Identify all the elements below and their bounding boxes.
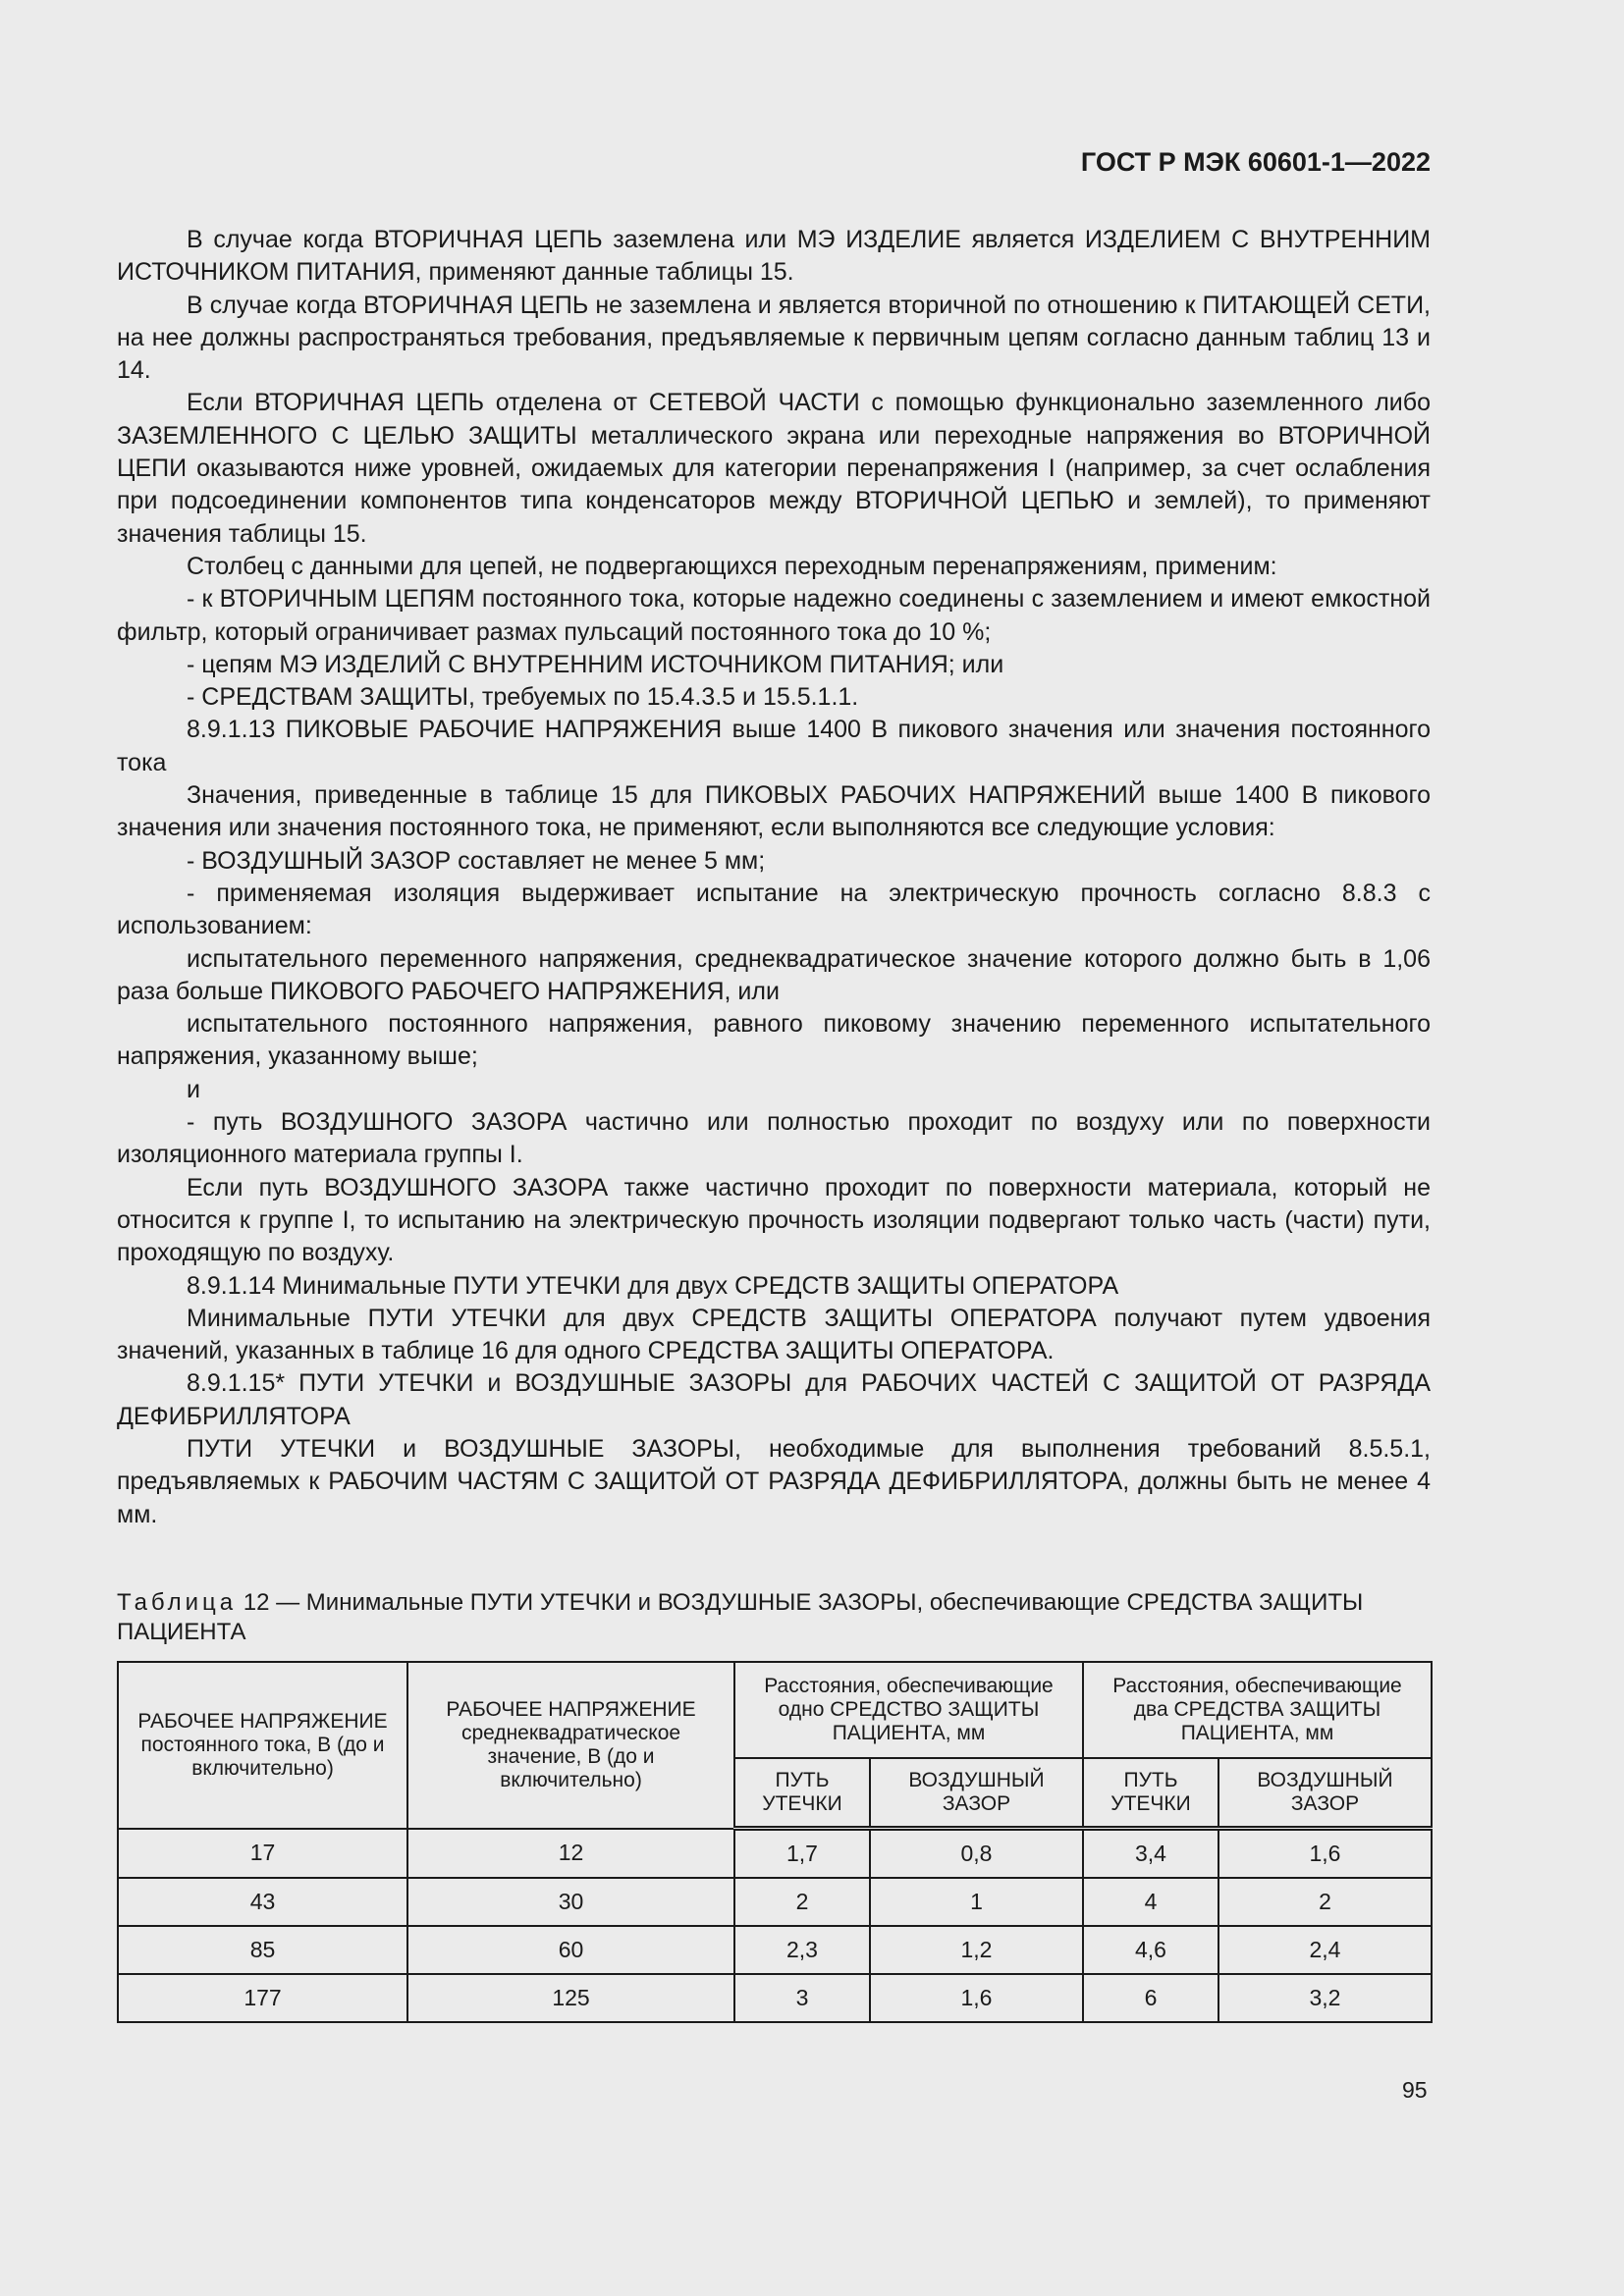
paragraph: испытательного переменного напряжения, среднеквадратическое значение которого должно быть в 1,06 раза больше ПИКОВОГО РАБОЧЕГО НАПРЯЖЕНИЯ, или [117, 944, 1431, 1005]
cell: 2,4 [1218, 1926, 1432, 1974]
cell: 1 [870, 1878, 1083, 1926]
table-row [118, 1974, 1432, 2022]
paragraph: Минимальные ПУТИ УТЕЧКИ для двух СРЕДСТВ ЗАЩИТЫ ОПЕРАТОРА получают путем удвоения значений, указанных в таблице 16 для одного СРЕДСТВА ЗАЩИТЫ ОПЕРАТОРА. [117, 1304, 1431, 1365]
cell: 177 [118, 1974, 407, 2022]
body-text [117, 224, 1431, 1531]
cell: 2 [1218, 1878, 1432, 1926]
header-creepage: ПУТЬ УТЕЧКИ [1083, 1758, 1218, 1829]
paragraph: испытательного постоянного напряжения, равного пиковому значению переменного испытательного напряжения, указанному выше; [117, 1010, 1431, 1071]
paragraph: Столбец с данными для цепей, не подвергающихся переходным перенапряжениям, применим: [187, 552, 1277, 580]
cell: 1,2 [870, 1926, 1083, 1974]
cell: 43 [118, 1878, 407, 1926]
table-row [118, 1829, 1432, 1879]
cell: 30 [407, 1878, 734, 1926]
paragraph: Если ВТОРИЧНАЯ ЦЕПЬ отделена от СЕТЕВОЙ ЧАСТИ с помощью функционально заземленного либо ЗАЗЕМЛЕННОГО С ЦЕЛЬЮ ЗАЩИТЫ металлического экрана или переходные напряжения во ВТОРИЧНОЙ ЦЕПИ оказываются ниже уровней, ожидаемых для категории перенапряжения I (например, за счет ослабления при подсоединении компонентов типа конденсаторов между ВТОРИЧНОЙ ЦЕПЬЮ и землей), то применяют значения таблицы 15. [117, 389, 1431, 548]
header-dc-voltage [118, 1662, 407, 1829]
cell: 3,2 [1218, 1974, 1432, 2022]
paragraph: В случае когда ВТОРИЧНАЯ ЦЕПЬ не заземлена и является вторичной по отношению к ПИТАЮЩЕЙ СЕТИ, на нее должны распространяться требования, предъявляемые к первичным цепям согласно данным таблиц 13 и 14. [117, 291, 1431, 385]
list-item: - путь ВОЗДУШНОГО ЗАЗОРА частично или полностью проходит по воздуху или по поверхности изоляционного материала группы I. [117, 1108, 1431, 1169]
clearance-table [117, 1661, 1433, 2023]
document-code: ГОСТ Р МЭК 60601-1—2022 [1080, 147, 1431, 177]
paragraph: и [187, 1075, 200, 1103]
list-item: - к ВТОРИЧНЫМ ЦЕПЯМ постоянного тока, которые надежно соединены с заземлением и имеют емкостной фильтр, который ограничивает размах пульсаций постоянного тока до 10 %; [117, 585, 1431, 646]
cell: 60 [407, 1926, 734, 1974]
header-one-means: Расстояния, обеспечивающие одно СРЕДСТВО ЗАЩИТЫ ПАЦИЕНТА, мм [734, 1662, 1083, 1758]
list-item: - цепям МЭ ИЗДЕЛИЙ С ВНУТРЕННИМ ИСТОЧНИКОМ ПИТАНИЯ; или [187, 650, 1004, 678]
list-item: - СРЕДСТВАМ ЗАЩИТЫ, требуемых по 15.4.3.5 и 15.5.1.1. [187, 683, 859, 712]
paragraph: В случае когда ВТОРИЧНАЯ ЦЕПЬ заземлена или МЭ ИЗДЕЛИЕ является ИЗДЕЛИЕМ С ВНУТРЕННИМ ИСТОЧНИКОМ ПИТАНИЯ, применяют данные таблицы 15. [117, 226, 1431, 287]
table-row [118, 1878, 1432, 1926]
section-heading: 8.9.1.14 Минимальные ПУТИ УТЕЧКИ для двух СРЕДСТВ ЗАЩИТЫ ОПЕРАТОРА [187, 1271, 1119, 1300]
header-clearance: ВОЗДУШНЫЙ ЗАЗОР [1218, 1758, 1432, 1829]
header-two-means: Расстояния, обеспечивающие два СРЕДСТВА ЗАЩИТЫ ПАЦИЕНТА, мм [1083, 1662, 1432, 1758]
header-dc-voltage-title: РАБОЧЕЕ НАПРЯЖЕНИЕ [137, 1709, 388, 1733]
cell: 6 [1083, 1974, 1218, 2022]
cell: 4 [1083, 1878, 1218, 1926]
cell: 2,3 [734, 1926, 870, 1974]
table-row [118, 1926, 1432, 1974]
list-item: - применяемая изоляция выдерживает испытание на электрическую прочность согласно 8.8.3 с использованием: [117, 879, 1431, 940]
cell: 1,7 [734, 1829, 870, 1879]
table-caption-label: Таблица [117, 1589, 238, 1616]
cell: 2 [734, 1878, 870, 1926]
cell: 12 [407, 1829, 734, 1879]
cell: 3,4 [1083, 1829, 1218, 1879]
section-heading: 8.9.1.15* ПУТИ УТЕЧКИ и ВОЗДУШНЫЕ ЗАЗОРЫ для РАБОЧИХ ЧАСТЕЙ С ЗАЩИТОЙ ОТ РАЗРЯДА ДЕФИБРИЛЛЯТОРА [117, 1369, 1431, 1430]
paragraph: Значения, приведенные в таблице 15 для ПИКОВЫХ РАБОЧИХ НАПРЯЖЕНИЙ выше 1400 В пикового значения или значения постоянного тока, не применяют, если выполняются все следующие условия: [117, 781, 1431, 842]
cell: 85 [118, 1926, 407, 1974]
cell: 3 [734, 1974, 870, 2022]
list-item: - ВОЗДУШНЫЙ ЗАЗОР составляет не менее 5 мм; [187, 846, 766, 875]
cell: 4,6 [1083, 1926, 1218, 1974]
header-rms-voltage [407, 1662, 734, 1829]
page-number: 95 [1402, 2077, 1428, 2103]
paragraph: Если путь ВОЗДУШНОГО ЗАЗОРА также частично проходит по поверхности материала, который не относится к группе I, то испытанию на электрическую прочность изоляции подвергают только часть (части) пути, проходящую по воздуху. [117, 1173, 1431, 1267]
cell: 0,8 [870, 1829, 1083, 1879]
cell: 1,6 [1218, 1829, 1432, 1879]
table-caption-text: 12 — Минимальные ПУТИ УТЕЧКИ и ВОЗДУШНЫЕ ЗАЗОРЫ, обеспечивающие СРЕДСТВА ЗАЩИТЫ ПАЦИЕНТА [117, 1589, 1364, 1645]
paragraph: ПУТИ УТЕЧКИ и ВОЗДУШНЫЕ ЗАЗОРЫ, необходимые для выполнения требований 8.5.5.1, предъявляемых к РАБОЧИМ ЧАСТЯМ С ЗАЩИТОЙ ОТ РАЗРЯДА ДЕФИБРИЛЛЯТОРА, должны быть не менее 4 мм. [117, 1434, 1431, 1528]
cell: 17 [118, 1829, 407, 1879]
header-rms-voltage-title: РАБОЧЕЕ НАПРЯЖЕНИЕ [446, 1697, 696, 1721]
header-clearance: ВОЗДУШНЫЙ ЗАЗОР [870, 1758, 1083, 1829]
table-caption [117, 1588, 1431, 1647]
cell: 125 [407, 1974, 734, 2022]
header-creepage: ПУТЬ УТЕЧКИ [734, 1758, 870, 1829]
header-rms-voltage-desc: среднеквадратическое значение, В (до и включительно) [460, 1721, 681, 1791]
cell: 1,6 [870, 1974, 1083, 2022]
section-heading: 8.9.1.13 ПИКОВЫЕ РАБОЧИЕ НАПРЯЖЕНИЯ выше 1400 В пикового значения или значения постоянного тока [117, 716, 1431, 776]
header-dc-voltage-desc: постоянного тока, В (до и включительно) [140, 1733, 385, 1780]
